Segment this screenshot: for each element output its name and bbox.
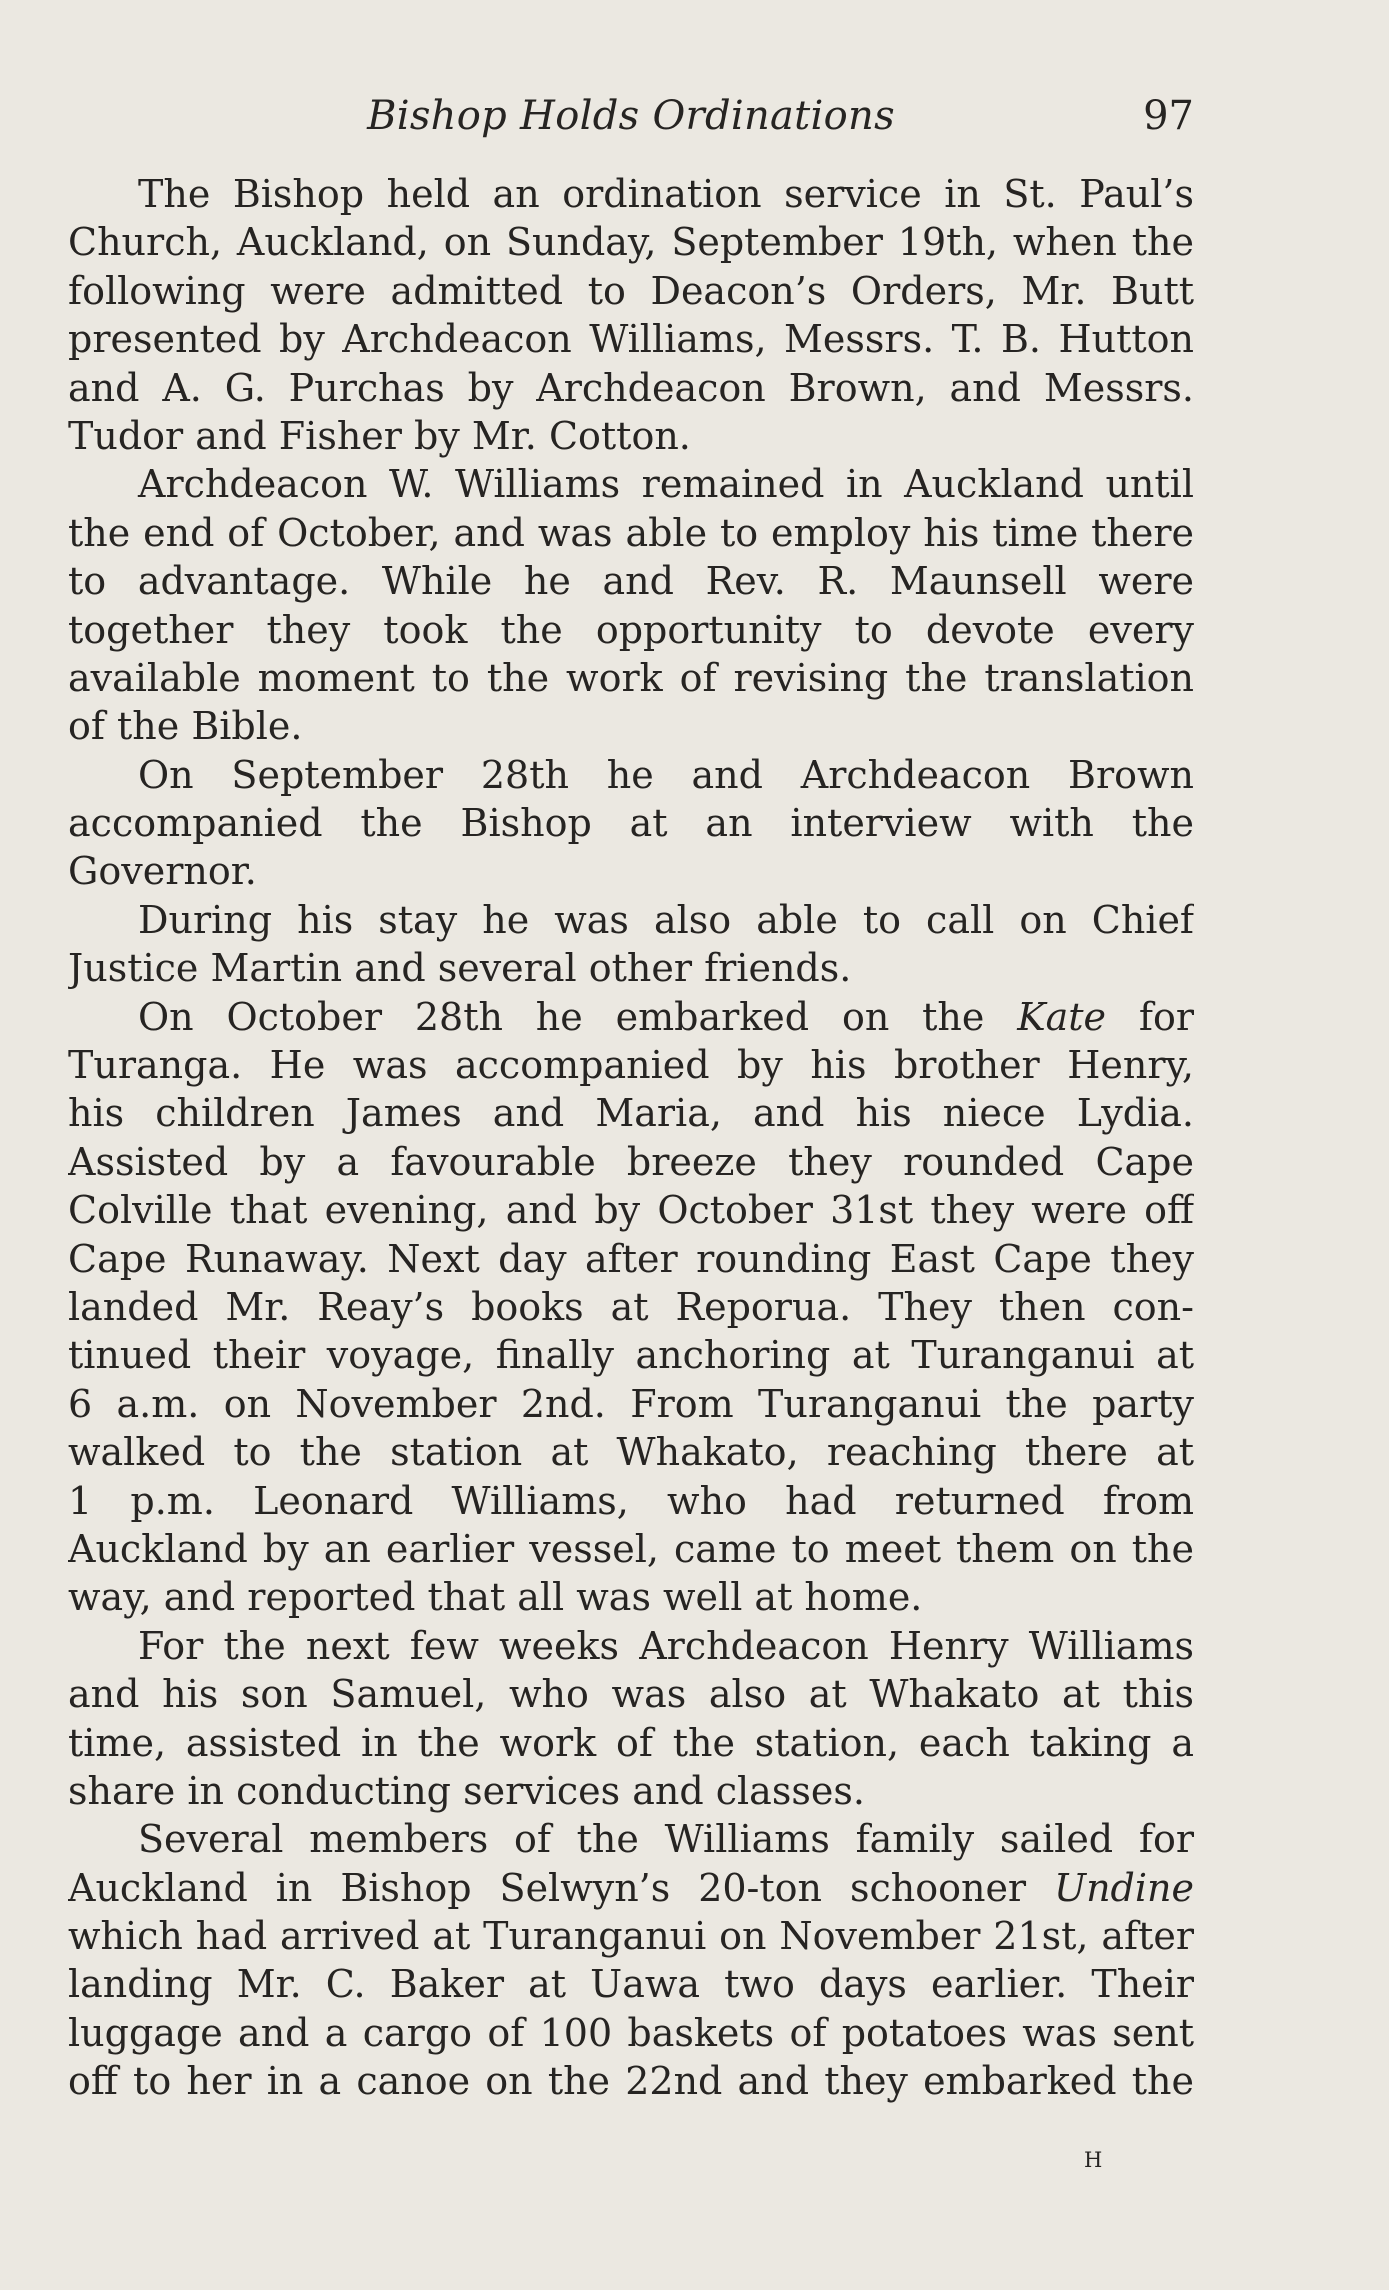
text-line: tinued their voyage, finally anchoring at Turanganui at: [68, 1333, 1194, 1378]
text-line: and his son Samuel, who was also at Whakato at this: [68, 1672, 1194, 1717]
text-line: Colville that evening, and by October 31st they were off: [68, 1188, 1194, 1233]
paragraph: [68, 1815, 1194, 2105]
text-run: On October 28th he embarked on the: [138, 994, 1018, 1039]
italic-title: Undine: [1054, 1865, 1194, 1910]
text-line: On September 28th he and Archdeacon Brown: [138, 752, 1194, 797]
text-line: Cape Runaway. Next day after rounding East Cape they: [68, 1236, 1194, 1281]
text-line: 6 a.m. on November 2nd. From Turanganui the party: [68, 1381, 1194, 1426]
text-line: [68, 1864, 1194, 1912]
text-line: Auckland by an earlier vessel, came to meet them on the: [68, 1526, 1194, 1571]
body-text: [68, 170, 1194, 2106]
page-header: [68, 88, 1194, 144]
text-line: landed Mr. Reay’s books at Reporua. They then con-: [68, 1284, 1194, 1329]
text-line: following were admitted to Deacon’s Orders, Mr. Butt: [68, 268, 1194, 313]
text-line: Assisted by a favourable breeze they rounded Cape: [68, 1139, 1194, 1184]
text-line: [68, 993, 1194, 1041]
text-line: time, assisted in the work of the station, each taking a: [68, 1720, 1194, 1765]
paragraph: [68, 460, 1194, 750]
text-line: way, and reported that all was well at home.: [68, 1575, 923, 1620]
text-line: Archdeacon W. Williams remained in Auckland until: [138, 462, 1194, 507]
paragraph: [68, 896, 1194, 993]
signature-mark: H: [1084, 2148, 1104, 2172]
text-line: Several members of the Williams family sailed for: [138, 1817, 1194, 1862]
text-line: Turanga. He was accompanied by his brother Henry,: [68, 1043, 1194, 1088]
text-line: accompanied the Bishop at an interview with the: [68, 801, 1194, 846]
text-line: share in conducting services and classes.: [68, 1768, 865, 1813]
text-line: For the next few weeks Archdeacon Henry Williams: [138, 1623, 1194, 1668]
text-line: and A. G. Purchas by Archdeacon Brown, and Messrs.: [68, 365, 1194, 410]
text-line: The Bishop held an ordination service in St. Paul’s: [138, 172, 1194, 216]
text-run: Auckland in Bishop Selwyn’s 20-ton schooner: [68, 1865, 1055, 1910]
paragraph: [68, 751, 1194, 896]
text-line: During his stay he was also able to call on Chief: [138, 897, 1194, 942]
paragraph: [68, 170, 1194, 460]
text-line: his children James and Maria, and his niece Lydia.: [68, 1091, 1194, 1136]
text-line: Justice Martin and several other friends.: [68, 946, 852, 991]
text-line: landing Mr. C. Baker at Uawa two days earlier. Their: [68, 1962, 1194, 2007]
paragraph: [68, 993, 1194, 1622]
text-line: off to her in a canoe on the 22nd and they embarked the: [68, 2059, 1194, 2104]
text-line: luggage and a cargo of 100 baskets of potatoes was sent: [68, 2010, 1194, 2055]
text-line: Tudor and Fisher by Mr. Cotton.: [68, 413, 691, 458]
text-line: which had arrived at Turanganui on November 21st, after: [68, 1914, 1194, 1959]
text-line: Governor.: [68, 849, 257, 894]
text-line: presented by Archdeacon Williams, Messrs. T. B. Hutton: [68, 317, 1194, 362]
text-line: the end of October, and was able to employ his time there: [68, 510, 1194, 555]
running-title: Bishop Holds Ordinations: [367, 93, 895, 139]
text-line: walked to the station at Whakato, reaching there at: [68, 1430, 1194, 1475]
text-line: 1 p.m. Leonard Williams, who had returned from: [68, 1478, 1194, 1523]
text-run: for: [1106, 994, 1194, 1039]
text-line: together they took the opportunity to devote every: [68, 607, 1194, 652]
text-line: of the Bible.: [68, 704, 303, 749]
page-number: 97: [1143, 93, 1194, 139]
paragraph: [68, 1622, 1194, 1816]
italic-title: Kate: [1017, 994, 1107, 1039]
text-line: available moment to the work of revising the translation: [68, 655, 1194, 700]
text-line: to advantage. While he and Rev. R. Maunsell were: [68, 559, 1194, 604]
text-line: Church, Auckland, on Sunday, September 19th, when the: [68, 220, 1194, 265]
